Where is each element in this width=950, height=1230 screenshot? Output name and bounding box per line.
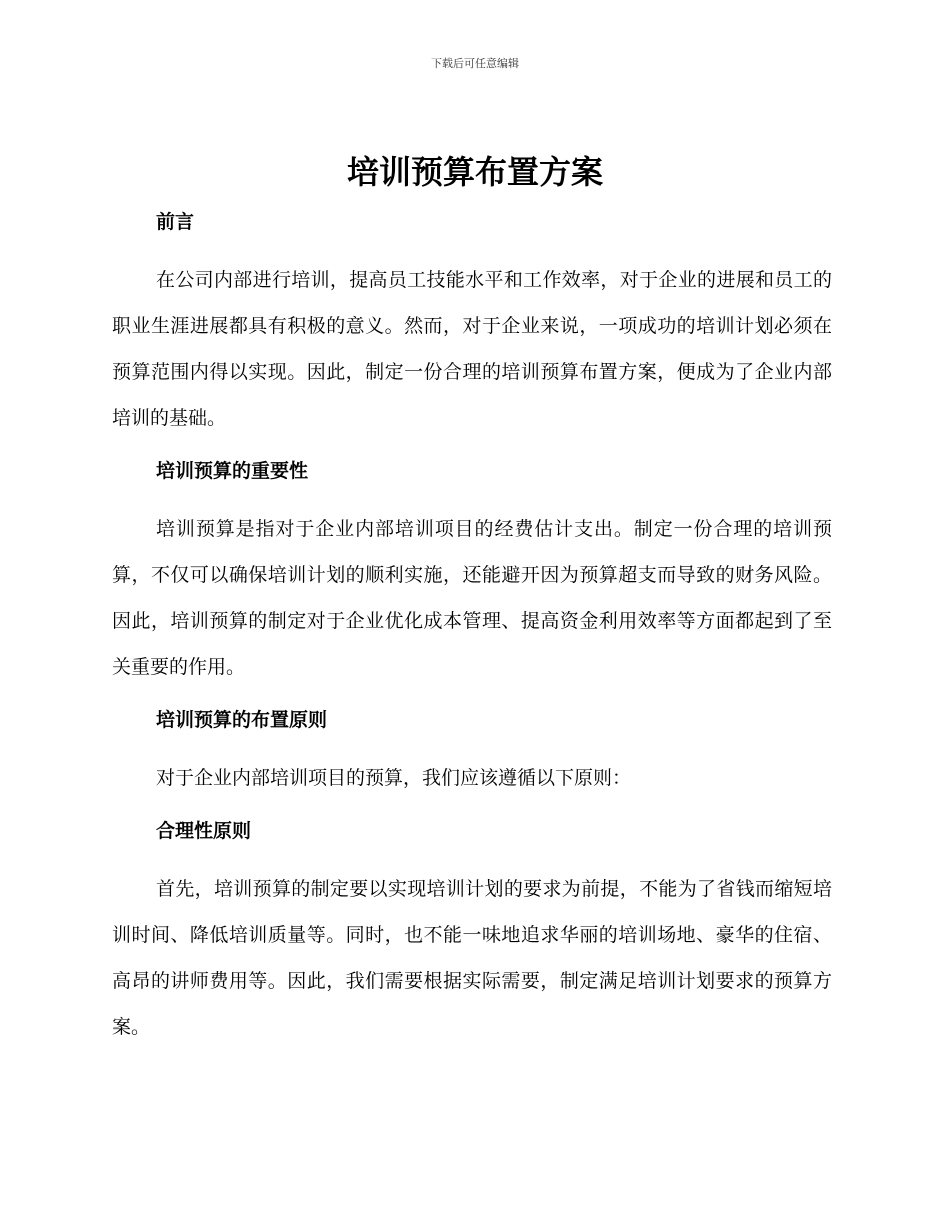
section-paragraph: 在公司内部进行培训，提高员工技能水平和工作效率，对于企业的进展和员工的职业生涯进展都具有积极的意义。然而，对于企业来说，一项成功的培训计划必须在预算范围内得以实现。因此，制定一份合理的培训预算布置方案，便成为了企业内部培训的基础。: [112, 269, 832, 429]
section-paragraph: 培训预算是指对于企业内部培训项目的经费估计支出。制定一份合理的培训预算，不仅可以确保培训计划的顺利实施，还能避开因为预算超支而导致的财务风险。因此，培训预算的制定对于企业优化成本管理、提高资金利用效率等方面都起到了至关重要的作用。: [112, 518, 832, 678]
document-body: [112, 200, 832, 1050]
section-heading: 合理性原则: [156, 820, 252, 842]
page-header: 下载后可任意编辑: [431, 57, 519, 70]
section-rationality: [112, 809, 832, 1050]
section-heading: 培训预算的布置原则: [156, 709, 328, 731]
section-preface: [112, 200, 832, 441]
section-principles: [112, 698, 832, 801]
document-title: 培训预算布置方案: [346, 153, 603, 191]
section-heading: 前言: [156, 211, 195, 233]
section-importance: [112, 449, 832, 690]
section-paragraph: 对于企业内部培训项目的预算，我们应该遵循以下原则：: [156, 767, 632, 789]
section-heading: 培训预算的重要性: [156, 460, 309, 482]
section-paragraph: 首先，培训预算的制定要以实现培训计划的要求为前提，不能为了省钱而缩短培训时间、降低培训质量等。同时，也不能一味地追求华丽的培训场地、豪华的住宿、高昂的讲师费用等。因此，我们需要根据实际需要，制定满足培训计划要求的预算方案。: [112, 878, 832, 1038]
